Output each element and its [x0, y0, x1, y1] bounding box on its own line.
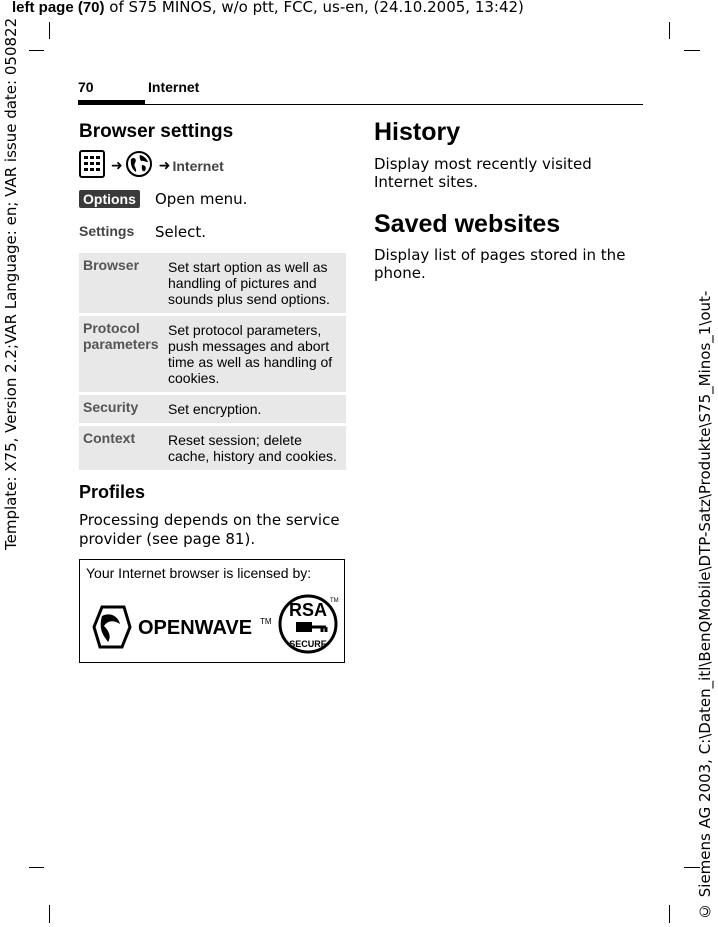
arrow-right-icon: ➜ [111, 158, 123, 174]
arrow-right-icon: ➜ [158, 158, 171, 174]
table-row [79, 253, 346, 316]
header-rule [78, 104, 643, 105]
document-info: of S75 MINOS, w/o ptt, FCC, us-en, (24.10.2005, 13:42) [104, 0, 524, 16]
rsa-secure-logo [278, 592, 340, 658]
options-softkey: Options [79, 190, 140, 208]
row-value: Set encryption. [168, 401, 262, 417]
svg-text:OPENWAVE: OPENWAVE [138, 617, 253, 639]
page-number: 70 [78, 79, 94, 95]
template-info: Template: X75, Version 2.2;VAR Language: en; VAR issue date: 050822 [2, 18, 20, 551]
row-value: Set start option as well as handling of pictures and sounds plus send options. [168, 259, 330, 307]
license-text: Your Internet browser is licensed by: [86, 565, 312, 581]
saved-websites-heading: Saved websites [374, 210, 561, 238]
svg-text:RSA: RSA [288, 600, 328, 620]
row-key: Context [83, 430, 136, 446]
crop-mark [49, 905, 50, 923]
settings-table [79, 253, 346, 473]
row-key: Security [83, 399, 139, 415]
settings-key: Settings [79, 223, 135, 239]
section-title: Internet [148, 79, 200, 95]
row-key: Protocol parameters [83, 320, 159, 352]
table-row [79, 426, 346, 473]
globe-icon [125, 150, 153, 182]
browser-settings-heading: Browser settings [79, 121, 234, 142]
saved-websites-text: Display list of pages stored in the phone. [374, 246, 626, 282]
history-text: Display most recently visited Internet sites. [374, 155, 592, 191]
settings-description: Select. [155, 223, 207, 241]
menu-grid-icon [79, 150, 105, 182]
nav-internet-label: Internet [172, 158, 224, 174]
table-row [79, 395, 346, 426]
history-heading: History [374, 118, 461, 146]
crop-mark [29, 50, 44, 51]
table-row [79, 316, 346, 395]
crop-mark [49, 22, 50, 39]
document-header [12, 0, 524, 16]
openwave-logo [90, 602, 270, 656]
svg-text:TM: TM [330, 598, 339, 604]
row-value: Reset session; delete cache, history and cookies. [168, 432, 337, 464]
profiles-text: Processing depends on the service provider (see page 81). [79, 511, 340, 548]
options-description: Open menu. [155, 190, 248, 208]
svg-text:SECURE: SECURE [289, 639, 327, 649]
crop-mark [669, 905, 670, 923]
crop-mark [29, 867, 44, 868]
crop-mark [684, 50, 700, 51]
row-key: Browser [83, 257, 140, 273]
license-box [79, 559, 345, 663]
nav-path [79, 150, 224, 182]
svg-text:TM: TM [260, 617, 272, 626]
profiles-heading: Profiles [79, 482, 146, 502]
copyright-info: © Siemens AG 2003, C:\Daten_itl\BenQMobile\DTP-Satz\Produkte\S75_Minos_1\out- [696, 290, 714, 920]
row-value: Set protocol parameters, push messages and abort time as well as handling of cookies. [168, 322, 333, 386]
page-label: left page (70) [12, 0, 105, 16]
crop-mark [669, 22, 670, 39]
